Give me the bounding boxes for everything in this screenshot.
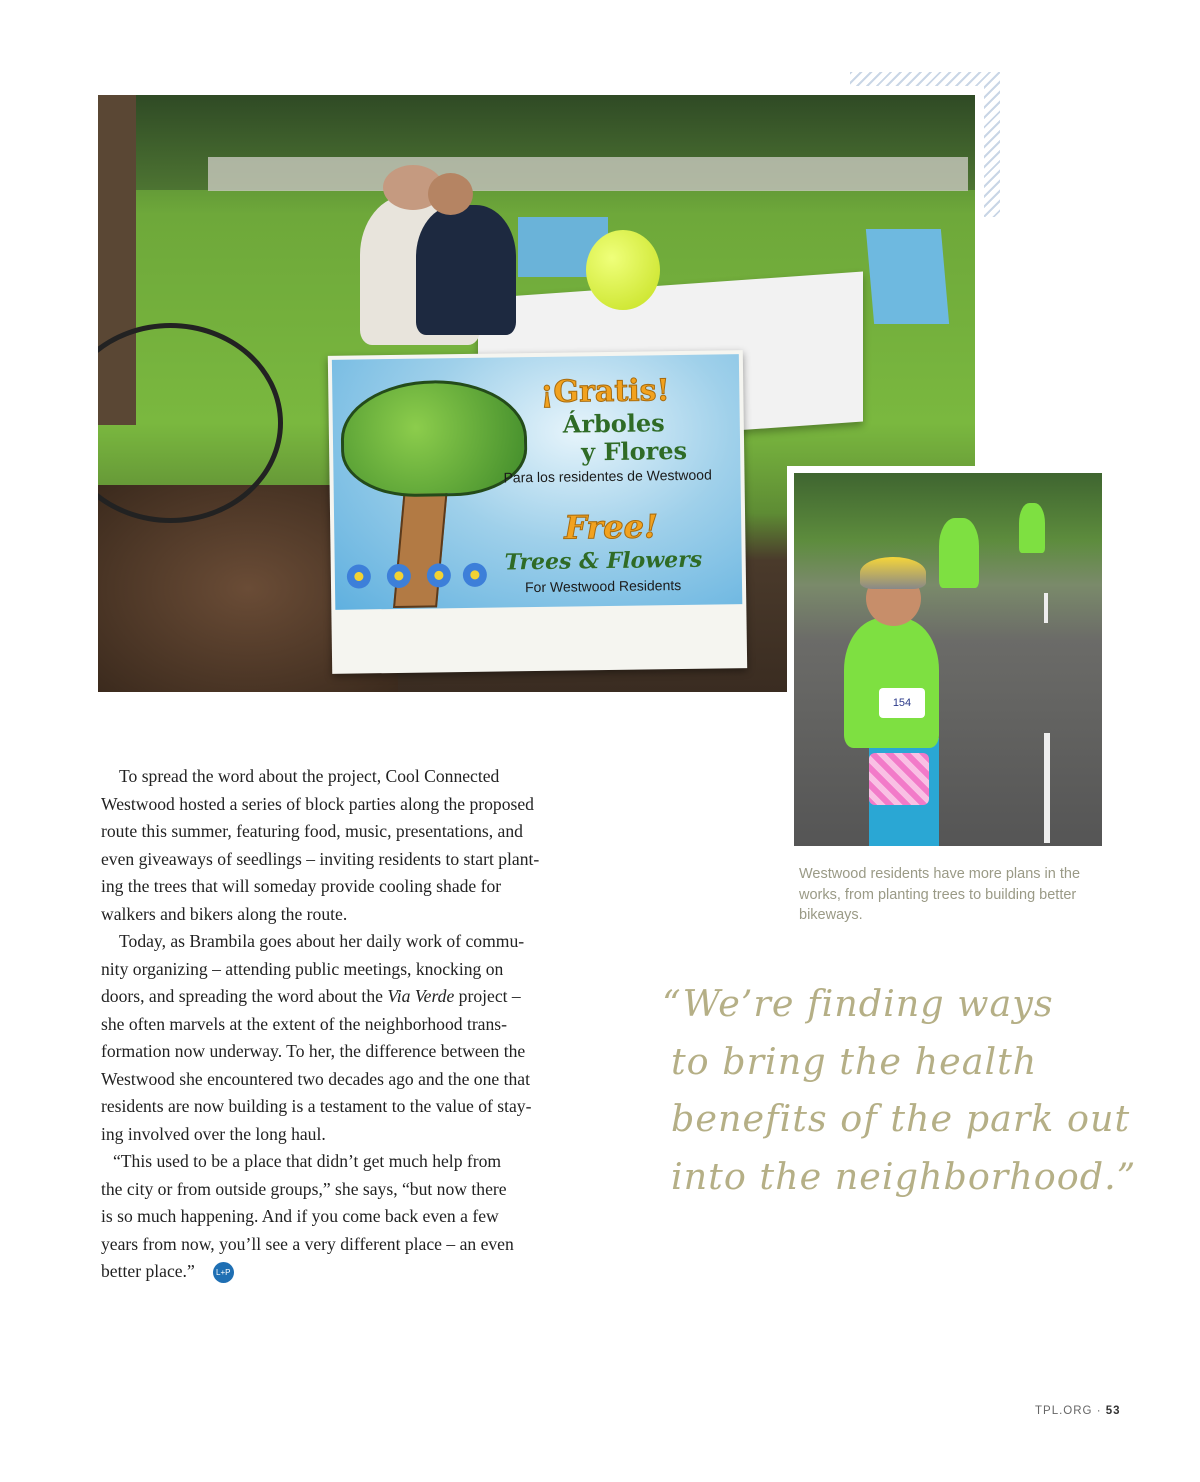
sign-gratis: ¡Gratis!	[540, 373, 670, 410]
page-folio	[1035, 1405, 1121, 1417]
flower-icon	[463, 563, 487, 587]
photo-fence	[208, 157, 968, 191]
photo-caption: Westwood residents have more plans in the works, from planting trees to building better bikeways.	[799, 866, 1081, 923]
girl-shirt	[844, 618, 939, 748]
sign-arboles-line2: y Flores	[580, 435, 688, 467]
sign-para: Para los residentes de Westwood	[503, 466, 712, 486]
background-rider	[1019, 503, 1045, 553]
page-number: 53	[1105, 1405, 1121, 1417]
road-marking	[1044, 733, 1050, 843]
body-line: route this summer, featuring food, music, presentations, and	[101, 821, 523, 841]
body-line: the city or from outside groups,” she says, “but now there	[101, 1178, 507, 1199]
bike-helmet	[860, 557, 926, 589]
body-line: is so much happening. And if you come back even a few	[101, 1206, 499, 1226]
via-verde-italic: Via Verde	[387, 986, 455, 1006]
body-line: even giveaways of seedlings – inviting residents to start plant-	[101, 848, 540, 869]
pull-quote-line: “We’re finding ways	[662, 982, 1054, 1025]
article-body	[101, 763, 587, 1286]
body-line: residents are now building is a testament to the value of stay-	[101, 1096, 532, 1116]
body-line: ing involved over the long haul.	[101, 1123, 326, 1144]
sign-trees-flowers: Trees & Flowers	[504, 546, 703, 576]
sign-face	[332, 354, 742, 610]
body-line: walkers and bikers along the route.	[101, 903, 348, 924]
folio-site: TPL.ORG	[1035, 1405, 1093, 1417]
body-line: To spread the word about the project, Cool Connected	[119, 766, 500, 786]
flower-icon	[427, 563, 451, 587]
sign-tree-crown	[340, 379, 528, 498]
body-line: “This used to be a place that didn’t get much help from	[113, 1151, 502, 1171]
sign-arboles-line1: Árboles	[562, 408, 665, 439]
table-poster	[866, 229, 949, 324]
body-line: formation now underway. To her, the difference between the	[101, 1041, 526, 1061]
body-line: Today, as Brambila goes about her daily work of commu-	[119, 931, 525, 951]
bike-basket	[869, 753, 929, 805]
body-line-part: project –	[454, 986, 521, 1006]
road-marking	[1044, 593, 1048, 623]
flower-icon	[347, 564, 371, 588]
race-bib: 154	[879, 688, 925, 718]
secondary-photo	[794, 473, 1102, 846]
body-line: Westwood she encountered two decades ago and the one that	[101, 1068, 530, 1089]
seated-man-head	[428, 173, 473, 215]
green-balloon	[586, 230, 660, 310]
body-line	[101, 1258, 587, 1286]
folio-separator: ·	[1096, 1405, 1102, 1417]
pull-quote-line: into the neighborhood.”	[671, 1154, 1137, 1198]
free-trees-sign	[328, 350, 747, 674]
sign-for-residents: For Westwood Residents	[524, 577, 682, 596]
body-line: she often marvels at the extent of the neighborhood trans-	[101, 1013, 507, 1034]
sign-arboles	[541, 409, 688, 467]
body-line: years from now, you’ll see a very different place – an even	[101, 1233, 514, 1254]
body-line-part: better place.”	[101, 1261, 195, 1281]
sign-free: Free!	[563, 507, 659, 547]
lp-end-mark-icon: L+P	[213, 1262, 234, 1283]
body-line: Westwood hosted a series of block parties along the proposed	[101, 793, 534, 814]
seated-man	[416, 205, 516, 335]
body-line: nity organizing – attending public meetings, knocking on	[101, 958, 504, 979]
body-line-part: doors, and spreading the word about the	[101, 986, 388, 1006]
background-rider	[939, 518, 979, 588]
pull-quote-line: to bring the health	[671, 1039, 1038, 1083]
body-line	[101, 983, 587, 1011]
body-line: ing the trees that will someday provide cooling shade for	[101, 876, 502, 896]
pull-quote	[662, 975, 1137, 1205]
pull-quote-line: benefits of the park out	[671, 1097, 1131, 1140]
